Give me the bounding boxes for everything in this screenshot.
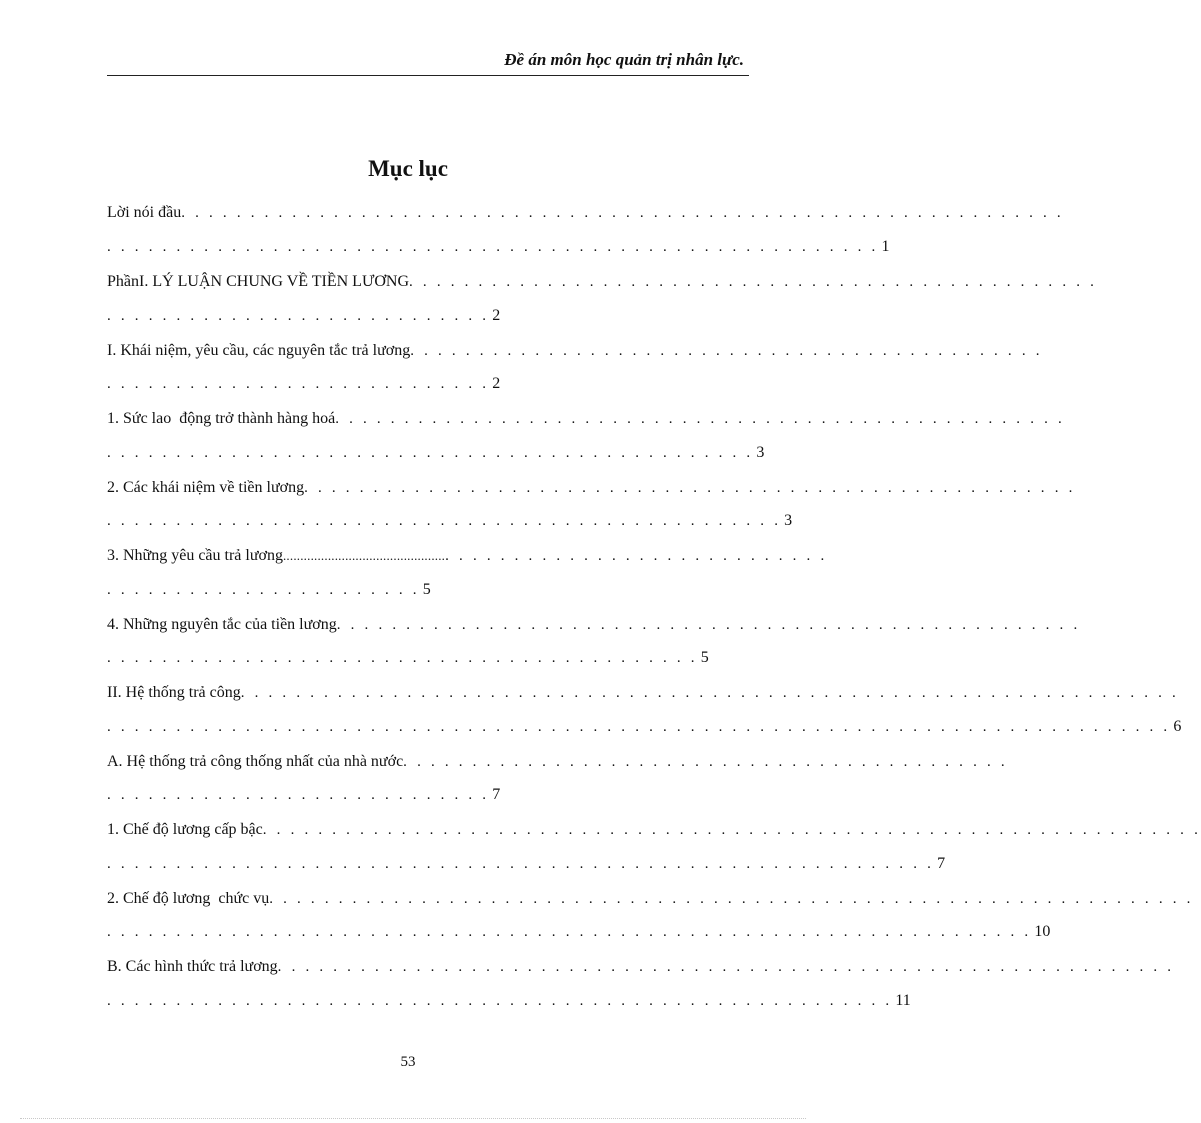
toc-entry-page-line — [107, 920, 1051, 944]
leader-dots: . . . . . . . . . . . . . . . . . . . . . . . . . . . . . . . . . . . . . . . . . . . . . . . . . . . . . . . . . . . . . . . . . . . . — [262, 822, 1201, 838]
toc-entry-page: 10 — [1034, 923, 1051, 940]
toc-entry-label-line — [107, 681, 1179, 705]
toc-entry-page-line — [107, 372, 744, 396]
toc-entry-page: 3 — [756, 444, 765, 461]
leader-dots: . . . . . . . . . . . . . . . . . . . . . . . . . . . . . . . . . . . . . . . . . . . . . . . . . . . . . . . . . . . . — [107, 856, 935, 872]
leader-dots: . . . . . . . . . . . . . . . . . . . . . . . . . . . . . . . . . . . . . . . . . . . — [107, 650, 698, 666]
toc-entry-page: 11 — [895, 992, 911, 1009]
toc-entry-page: 3 — [784, 512, 793, 529]
leader-dots: . . . . . . . . . . . . . . . . . . . . . . . . . . . . . . . . . . . . . . . . . . . . . . . . . . . . . . . . . . . . . . . . . . . — [107, 924, 1032, 940]
toc-title: Mục lục — [368, 156, 448, 181]
toc-entry-page-line — [107, 578, 744, 602]
toc-entry-label-line — [107, 955, 1175, 979]
leader-dots: . . . . . . . . . . . . . . . . . . . . . . . . . . . . . . . . . . . . . . . . . . . . . . — [410, 343, 1043, 359]
leader-dots: . . . . . . . . . . . . . . . . . . . . . . . . . . . . . . . . . . . . . . . . . . . . . . . . . . — [409, 274, 1098, 290]
toc-entry-page: 5 — [700, 649, 709, 666]
leader-dots: . . . . . . . . . . . . . . . . . . . . . . . . . . . . . . . . . . . . . . . . . . . . . . . . . . . . . . — [336, 617, 1081, 633]
toc-entry-label-line — [107, 339, 1043, 363]
leader-dots: . . . . . . . . . . . . . . . . . . . . . . . . . . . . — [107, 787, 490, 803]
toc-entry-label-line — [107, 887, 1194, 911]
toc-entry-page: 1 — [881, 238, 890, 255]
toc-entry-label: A. Hệ thống trả công thống nhất của nhà nước — [107, 753, 404, 770]
leader-dots: . . . . . . . . . . . . . . . . . . . . . . . . . . . . . . . . . . . . . . . . . . . . . . . . . — [107, 513, 782, 529]
toc-entry-page: 7 — [937, 855, 946, 872]
leader-dots: . . . . . . . . . . . . . . . . . . . . . . . . . . . . . . . . . . . . . . . . . . . . . . . . . . . . . . . . . — [107, 993, 893, 1009]
toc-entry-page-line — [107, 715, 1182, 739]
toc-entry-page: 6 — [1173, 718, 1182, 735]
toc-entry-label: PhầnI. LÝ LUẬN CHUNG VỀ TIỀN LƯƠNG — [107, 273, 410, 290]
leader-dots: . . . . . . . . . . . . . . . . . . . . . . . . . . . . — [107, 308, 490, 324]
toc-entry-label-line — [107, 750, 1008, 774]
toc-entry-label: I. Khái niệm, yêu cầu, các nguyên tắc trả lương — [107, 342, 411, 359]
page-number: 53 — [400, 1054, 416, 1070]
toc-entry-label-line — [107, 407, 1065, 431]
toc-entry-page-line — [107, 989, 911, 1013]
leader-dots: . . . . . . . . . . . . . . . . . . . . . . . . . . . . . . . . . . . . . . . . . . . . . . . . . . . . . . . . — [304, 480, 1076, 496]
leader-dots: . . . . . . . . . . . . . . . . . . . . . . . . . . . . . . . . . . . . . . . . . . . . — [403, 754, 1008, 770]
toc-entry-label-line — [107, 613, 1081, 637]
leader-dots: . . . . . . . . . . . . . . . . . . . . . . . . . . . . . . . . . . . . . . . . . . . . . . . . . . . . . . . . . . . . . . . . . . . . — [240, 685, 1179, 701]
toc-entry-page: 7 — [492, 786, 501, 803]
toc-entry-label: 2. Chế độ lương chức vụ — [107, 890, 270, 907]
header-title: Đề án môn học quản trị nhân lực. — [504, 50, 744, 69]
toc-entry-page-line — [107, 441, 765, 465]
toc-entry-page-line — [107, 646, 744, 670]
toc-entry-label-line — [107, 544, 828, 568]
leader-dots: . . . . . . . . . . . . . . . . . . . . . . . . . . . . . . . . . . . . . . . . . . . . . . . . . . . . . . . . . . . . . . . . . — [277, 959, 1175, 975]
toc-entry-label-line — [107, 270, 1098, 294]
leader-dots: . . . . . . . . . . . . . . . . . . . . . . . . . . . . . . . . . . . . . . . . . . . . . . . — [107, 445, 754, 461]
toc-entry-page-line — [107, 304, 744, 328]
toc-entry-label: 1. Chế độ lương cấp bậc — [107, 821, 263, 838]
leader-dots: . . . . . . . . . . . . . . . . . . . . . . . . . . . . . . . . . . . . . . . . . . . . . . . . . . . . . . . . . . . . . . . . . . . . . . . . . . . . . — [107, 719, 1171, 735]
toc-entry-page: 2 — [492, 307, 501, 324]
leader-dots: . . . . . . . . . . . . . . . . . . . . . . . . . . . . . . . . . . . . . . . . . . . . . . . . . . . . . — [335, 411, 1065, 427]
toc-entry-label-line — [107, 201, 1064, 225]
page-bottom-divider — [20, 1118, 806, 1119]
leader-dots: . . . . . . . . . . . . . . . . . . . . . . . — [107, 582, 420, 598]
leader-dots: . . . . . . . . . . . . . . . . . . . . . . . . . . . . . . . . . . . . . . . . . . . . . . . . . . . . . . . . — [107, 239, 879, 255]
toc-entry-label: 2. Các khái niệm về tiền lương — [107, 479, 305, 496]
leader-dots: . . . . . . . . . . . . . . . . . . . . . . . . . . . . — [107, 376, 490, 392]
toc-entry-label: Lời nói đầu — [107, 204, 182, 221]
leader-dots: . . . . . . . . . . . . . . . . . . . . . . . . . . . . — [445, 548, 828, 564]
toc-entry-label: B. Các hình thức trả lương — [107, 958, 278, 975]
leader-dots: . . . . . . . . . . . . . . . . . . . . . . . . . . . . . . . . . . . . . . . . . . . . . . . . . . . . . . . . . . . . . . . . . . . — [269, 891, 1194, 907]
toc-entry-label: II. Hệ thống trả công — [107, 684, 241, 701]
toc-entry-page: 5 — [422, 581, 431, 598]
toc-entry-label-line — [107, 818, 1201, 842]
toc-entry-page-line — [107, 852, 946, 876]
toc-entry-page-line — [107, 509, 793, 533]
leader-dots: ............................................... — [282, 548, 446, 563]
toc-entry-label: 1. Sức lao động trở thành hàng hoá — [107, 410, 336, 427]
toc-entry-label-line — [107, 476, 1076, 500]
toc-entry-page-line — [107, 783, 744, 807]
toc-entry-page-line — [107, 235, 890, 259]
toc-entry-label: 3. Những yêu cầu trả lương — [107, 547, 283, 564]
toc-entry-page: 2 — [492, 375, 501, 392]
leader-dots: . . . . . . . . . . . . . . . . . . . . . . . . . . . . . . . . . . . . . . . . . . . . . . . . . . . . . . . . . . . . . . . . — [181, 205, 1064, 221]
header-rule — [107, 75, 749, 76]
toc-entry-label: 4. Những nguyên tắc của tiền lương — [107, 616, 337, 633]
